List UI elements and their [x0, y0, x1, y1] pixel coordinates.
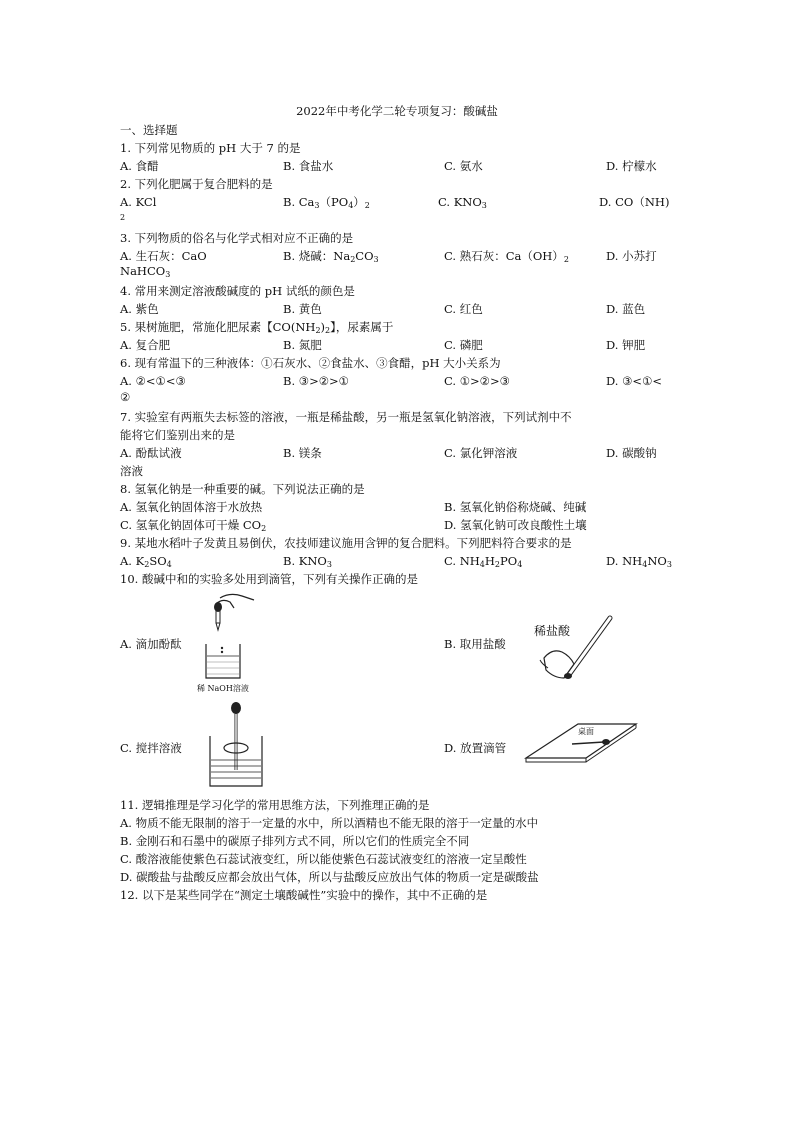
q1-option-a: A. 食醋 — [120, 159, 159, 173]
q5-option-a: A. 复合肥 — [120, 338, 171, 352]
q2-option-a: A. KCl — [120, 195, 157, 209]
q6-option-b: B. ③>②>① — [283, 374, 349, 388]
q9-option-c: C. $NH_4H_2PO_4$ — [444, 554, 523, 569]
q2-option-d: D. CO（NH) — [599, 195, 670, 209]
q10-option-d: D. 放置滴管 — [444, 741, 507, 755]
q1-option-d: D. 柠檬水 — [606, 159, 657, 173]
q9-option-d: D. $NH_4NO_3$ — [606, 554, 672, 569]
q7-option-a: A. 酚酞试液 — [120, 446, 182, 460]
q6-option-d: D. ③<①< — [606, 374, 663, 388]
q10-option-b: B. 取用盐酸 — [444, 637, 506, 651]
page-title: 2022年中考化学二轮专项复习：酸碱盐 — [296, 104, 498, 118]
figure-a-label: 稀 NaOH溶液 — [197, 684, 249, 693]
q1-option-b: B. 食盐水 — [283, 159, 334, 173]
q8-option-b: B. 氢氧化钠俗称烧碱、纯碱 — [444, 500, 587, 514]
q10-stem: 10. 酸碱中和的实验多处用到滴管，下列有关操作正确的是 — [120, 572, 418, 586]
q10-option-c: C. 搅拌溶液 — [120, 741, 182, 755]
q3-option-a: A. 生石灰：CaO — [120, 249, 207, 263]
q2-stem: 2. 下列化肥属于复合肥料的是 — [120, 177, 273, 191]
q10-option-a: A. 滴加酚酞 — [120, 637, 182, 651]
q7-wrap: 溶液 — [120, 464, 143, 478]
q4-option-a: A. 紫色 — [120, 302, 159, 316]
q5-stem: 5. 果树施肥，常施化肥尿素【$CO(NH_2)_2$】，尿素属于 — [120, 320, 394, 335]
q3-option-b: B. 烧碱：$Na_2CO_3$ — [283, 249, 379, 264]
q2-option-c: C. $KNO_3$ — [438, 195, 487, 210]
q1-option-c: C. 氨水 — [444, 159, 483, 173]
q11-option-c: C. 酸溶液能使紫色石蕊试液变红，所以能使紫色石蕊试液变红的溶液一定呈酸性 — [120, 852, 527, 866]
q6-option-c: C. ①>②>③ — [444, 374, 510, 388]
q5-option-c: C. 磷肥 — [444, 338, 483, 352]
q6-option-a: A. ②<①<③ — [120, 374, 186, 388]
q8-option-c: C. 氢氧化钠固体可干燥 $CO_2$ — [120, 518, 267, 533]
q9-option-a: A. $K_2SO_4$ — [120, 554, 172, 569]
q8-option-a: A. 氢氧化钠固体溶于水放热 — [120, 500, 263, 514]
q7-option-d: D. 碳酸钠 — [606, 446, 657, 460]
q6-wrap: ② — [120, 390, 131, 404]
q3-wrap: NaHCO$_3$ — [120, 264, 171, 279]
figure-b-hand-dropper — [524, 608, 624, 686]
q7-stem-2: 能将它们鉴别出来的是 — [120, 428, 235, 442]
q9-option-b: B. $KNO_3$ — [283, 554, 332, 569]
q11-option-d: D. 碳酸盐与盐酸反应都会放出气体，所以与盐酸反应放出气体的物质一定是碳酸盐 — [120, 870, 539, 884]
section-heading: 一、选择题 — [120, 123, 178, 137]
q3-option-c: C. 熟石灰：$Ca(OH)_2$ — [444, 249, 569, 264]
figure-d-label: 桌面 — [578, 727, 594, 736]
q3-option-d: D. 小苏打 — [606, 249, 657, 263]
q12-stem: 12. 以下是某些同学在“测定土壤酸碱性”实验中的操作，其中不正确的是 — [120, 888, 488, 902]
q2-option-b: B. $Ca_3(PO_4)_2$ — [283, 195, 370, 210]
q5-option-b: B. 氮肥 — [283, 338, 322, 352]
q5-option-d: D. 钾肥 — [606, 338, 646, 352]
q7-option-c: C. 氯化钾溶液 — [444, 446, 518, 460]
q3-stem: 3. 下列物质的俗名与化学式相对应不正确的是 — [120, 231, 354, 245]
q11-option-a: A. 物质不能无限制的溶于一定量的水中，所以酒精也不能无限的溶于一定量的水中 — [120, 816, 539, 830]
q8-stem: 8. 氢氧化钠是一种重要的碱。下列说法正确的是 — [120, 482, 365, 496]
q4-option-d: D. 蓝色 — [606, 302, 646, 316]
figure-b-label: 稀盐酸 — [534, 624, 571, 638]
figure-c-stir-beaker — [206, 700, 266, 790]
q7-stem-1: 7. 实验室有两瓶失去标签的溶液，一瓶是稀盐酸，另一瓶是氢氧化钠溶液，下列试剂中不 — [120, 410, 572, 424]
q8-option-d: D. 氢氧化钠可改良酸性土壤 — [444, 518, 587, 532]
q9-stem: 9. 某地水稻叶子发黄且易倒伏，农技师建议施用含钾的复合肥料。下列肥料符合要求的是 — [120, 536, 572, 550]
q4-option-b: B. 黄色 — [283, 302, 322, 316]
q2-wrap: 2 — [120, 213, 126, 222]
figure-a-dropper-beaker — [196, 590, 260, 690]
q4-option-c: C. 红色 — [444, 302, 483, 316]
q11-stem: 11. 逻辑推理是学习化学的常用思维方法，下列推理正确的是 — [120, 798, 430, 812]
q4-stem: 4. 常用来测定溶液酸碱度的 pH 试纸的颜色是 — [120, 284, 355, 298]
q1-stem: 1. 下列常见物质的 pH 大于 7 的是 — [120, 141, 301, 155]
q11-option-b: B. 金刚石和石墨中的碳原子排列方式不同，所以它们的性质完全不同 — [120, 834, 470, 848]
q6-stem: 6. 现有常温下的三种液体：①石灰水、②食盐水、③食醋，pH 大小关系为 — [120, 356, 501, 370]
q7-option-b: B. 镁条 — [283, 446, 322, 460]
